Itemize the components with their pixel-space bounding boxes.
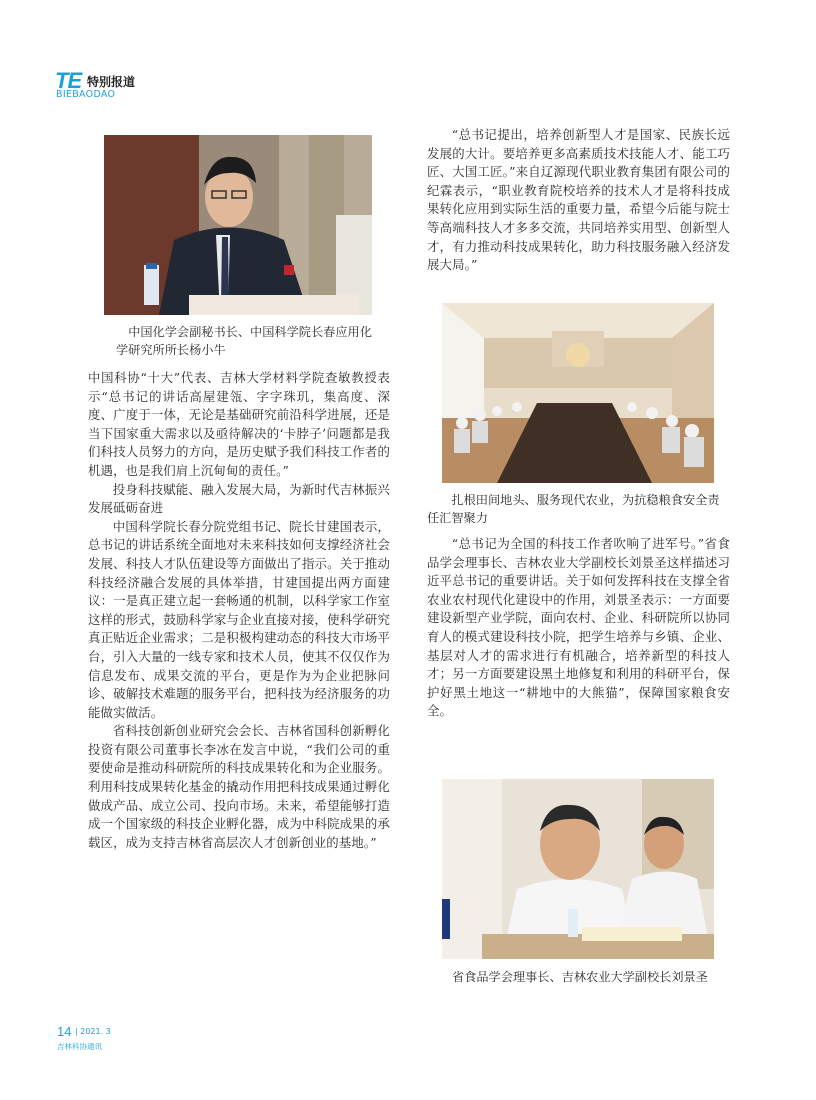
photo-caption-3: 省食品学会理事长、吉林农业大学副校长刘景圣 — [452, 970, 708, 984]
meeting-photo — [442, 303, 714, 483]
photo-caption-2: 扎根田间地头、服务现代农业，为抗稳粮食安全责任汇智聚力 — [427, 493, 720, 525]
right-column-text-top — [427, 126, 730, 275]
section-title-pinyin: BIEBAODAO — [56, 89, 116, 100]
right-column-text-bottom — [427, 535, 730, 721]
section-title: 特别报道 — [87, 75, 136, 89]
issue-label: | 2021. 3 — [75, 1027, 111, 1036]
photo-caption-1: 中国化学会副秘书长、中国科学院长春应用化学研究所所长杨小牛 — [116, 325, 372, 357]
page-number: 14 — [57, 1024, 72, 1039]
paragraph: 中国科学院长春分院党组书记、院长甘建国表示，总书记的讲话系统全面地对未来科技如何支撑经济社会发展、科技人才队伍建设等方面做出了指示。关于推动科技经济融合发展的具体举措，甘建国提出两方面建议：一是真正建立起一套畅通的机制，以科学家工作室这样的形式，鼓励科学家与企业直接对接，使科学研究真正贴近企业需求；二是积极构建动态的科技大市场平台，引入大量的一线专家和技术人员，使其不仅仅作为信息发布、成果交流的平台，更是作为为企业把脉问诊、破解技术难题的服务平台，把科技为经济服务的功能做实做活。 — [88, 518, 390, 720]
portrait-photo-icon — [442, 779, 714, 959]
portrait-photo-icon — [104, 135, 372, 315]
paragraph: “总书记提出，培养创新型人才是国家、民族长远发展的大计。要培养更多高素质技术技能人才、能工巧匠、大国工匠。”来自辽源现代职业教育集团有限公司的纪霖表示，“职业教育院校培养的技术人才是将科技成果转化应用到实际生活的重要力量，希望今后能与院士等高端科技人才多多交流，共同培养实用型、创新型人才，有力推动科技成果转化，助力科技服务融入经济发展大局。” — [427, 127, 730, 273]
paragraph: 省科技创新创业研究会会长、吉林省国科创新孵化投资有限公司董事长李冰在发言中说，“我们公司的重要使命是推动科研院所的科技成果转化和为企业服务。利用科技成果转化基金的撬动作用把科技成果通过孵化做成产品、成立公司、投向市场。未来，希望能够打造成一个国家级的科技企业孵化器，成为中科院成果的承载区，成为支持吉林省高层次人才创新创业的基地。” — [88, 723, 390, 850]
paragraph: 中国科协“十大”代表、吉林大学材料学院查敏教授表示“总书记的讲话高屋建瓴、字字珠玑，集高度、深度、广度于一体，无论是基础研究前沿科学进展，还是当下国家重大需求以及亟待解决的‘卡脖子’问题都是我们科技人员努力的方向，是历史赋予我们科技工作者的机遇，也是我们肩上沉甸甸的责任。” — [88, 370, 390, 478]
portrait-photo-1 — [104, 135, 372, 315]
subheading: 投身科技赋能、融入发展大局，为新时代吉林振兴发展砥砺奋进 — [88, 481, 390, 516]
paragraph: “总书记为全国的科技工作者吹响了进军号。”省食品学会理事长、吉林农业大学副校长刘景圣这样描述习近平总书记的重要讲话。关于如何发挥科技在支撑全省农业农村现代化建设中的作用，刘景圣表示：一方面要建设新型产业学院，面向农村、企业、科研院所以协同育人的模式建设科技小院，把学生培养与乡镇、企业、基层对人才的需求进行有机融合，培养新型的科技人才；另一方面要建设黑土地修复和利用的科研平台，保护好黑土地这一“耕地中的大熊猫”，保障国家粮食安全。 — [427, 536, 730, 719]
left-column-text — [88, 369, 390, 852]
meeting-room-photo-icon — [442, 303, 714, 483]
portrait-photo-2 — [442, 779, 714, 959]
te-logo: TE — [55, 68, 82, 93]
journal-name: 吉林科协通讯 — [57, 1042, 102, 1051]
